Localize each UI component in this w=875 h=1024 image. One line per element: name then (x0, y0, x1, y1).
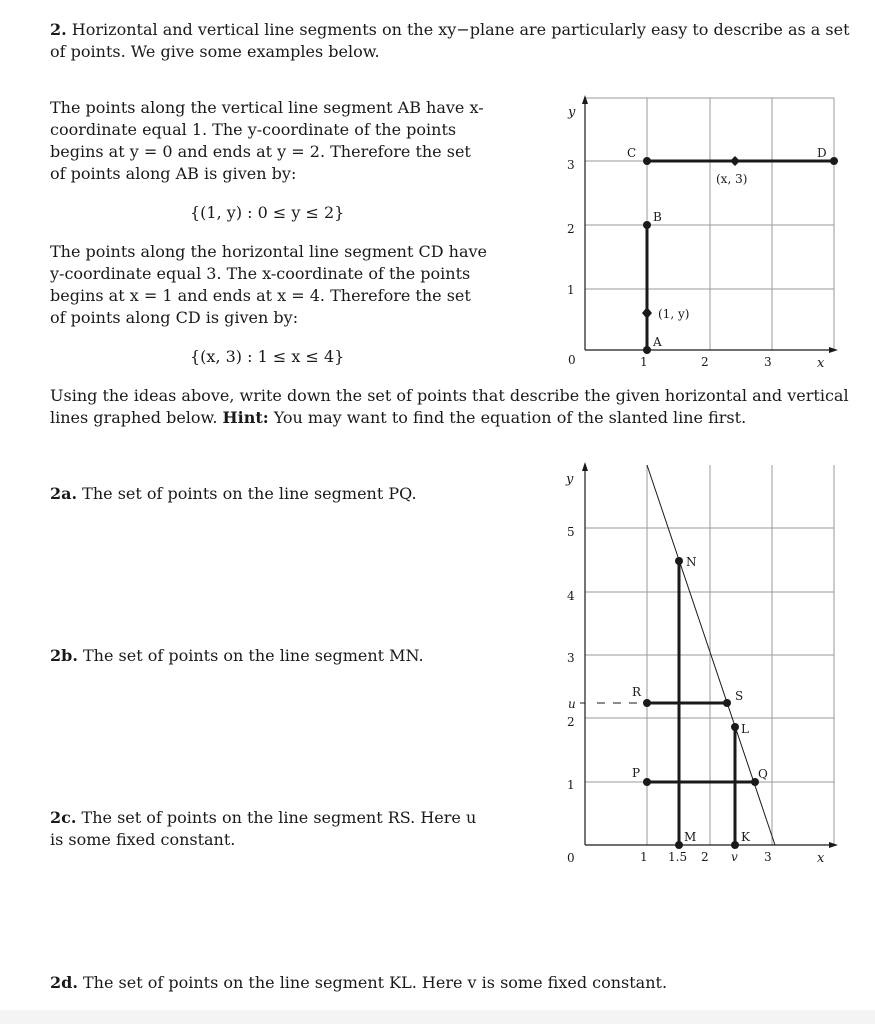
graph2-grid (585, 465, 834, 845)
graph1-tick-y3: 3 (567, 158, 575, 172)
graph2-tick-v: v (731, 850, 738, 864)
part-2b-text: The set of points on the line segment MN. (82, 646, 424, 665)
graph1-tick-y2: 2 (567, 222, 575, 236)
graph1-tick-x2: 2 (701, 355, 709, 369)
graph1-y-label: y (568, 105, 576, 120)
point-s (723, 699, 731, 707)
label-a: A (653, 335, 662, 349)
set-ab: {(1, y) : 0 ≤ y ≤ 2} (190, 203, 345, 222)
point-m (675, 841, 683, 849)
set-cd: {(x, 3) : 1 ≤ x ≤ 4} (190, 347, 345, 366)
graph2-tick-y3: 3 (567, 651, 575, 665)
label-x3: (x, 3) (716, 172, 748, 186)
graph2-tick-x15: 1.5 (668, 850, 688, 864)
part-2a-label: 2a. (50, 484, 78, 503)
label-n: N (686, 555, 697, 569)
graph2-tick-y4: 4 (567, 589, 575, 603)
paragraph-ab: The points along the vertical line segment AB have x-coordinate equal 1. The y-coordinate of the points begins at y = 0 and ends at y = 2. Therefore the set of points along AB is given by: (50, 98, 484, 183)
label-l: L (741, 722, 749, 736)
label-s: S (735, 689, 744, 703)
graph1-tick-y1: 1 (567, 283, 575, 297)
graph2-tick-y5: 5 (567, 525, 575, 539)
part-2c-text: The set of points on the line segment RS. Here u is some fixed constant. (50, 808, 477, 849)
part-2d-text: The set of points on the line segment KL. Here v is some fixed constant. (82, 973, 668, 992)
label-k: K (741, 830, 750, 844)
problem-number: 2. (50, 20, 67, 39)
instructions-text: Using the ideas above, write down the set of points that describe the given horizontal and vertical lines graphed below. (50, 386, 849, 427)
graph2-x-label: x (817, 851, 825, 866)
graph2-tick-y1: 1 (567, 778, 575, 792)
hint-text: You may want to find the equation of the slanted line first. (273, 408, 747, 427)
point-n (675, 557, 683, 565)
graph1-x-label: x (817, 356, 825, 371)
hint-label: Hint: (222, 408, 269, 427)
point-p (643, 778, 651, 786)
point-r (643, 699, 651, 707)
paragraph-cd: The points along the horizontal line segment CD have y-coordinate equal 3. The x-coordinate of the points begins at x = 1 and ends at x = 4. Therefore the set of points along CD is given by: (50, 242, 487, 327)
point-l (731, 723, 739, 731)
graph2-origin: 0 (567, 851, 575, 865)
graph2-tick-u: u (568, 697, 576, 711)
point-k (731, 841, 739, 849)
label-d: D (817, 146, 827, 160)
part-2d-label: 2d. (50, 973, 78, 992)
part-2b-label: 2b. (50, 646, 78, 665)
graph2-tick-y2: 2 (567, 715, 575, 729)
graph2-y-label: y (566, 472, 574, 487)
graph1-tick-x1: 1 (640, 355, 648, 369)
graph2-tick-x3: 3 (764, 850, 772, 864)
label-r: R (632, 685, 642, 699)
graph2-tick-x2: 2 (701, 850, 709, 864)
label-q: Q (758, 767, 768, 781)
part-2a-text: The set of points on the line segment PQ. (82, 484, 417, 503)
graph1-tick-x3: 3 (764, 355, 772, 369)
problem-intro-text: Horizontal and vertical line segments on the xy−plane are particularly easy to describe as a set of points. We give some examples below. (50, 20, 850, 61)
label-m: M (684, 830, 697, 844)
page-footer-shadow (0, 1010, 875, 1024)
graph2-y-arrow (582, 462, 588, 471)
label-1y: (1, y) (658, 307, 690, 321)
label-b: B (653, 210, 662, 224)
part-2c-label: 2c. (50, 808, 77, 827)
label-p: P (632, 766, 641, 780)
label-c: C (627, 146, 637, 160)
graph1-origin: 0 (568, 353, 576, 367)
graph2-tick-x1: 1 (640, 850, 648, 864)
